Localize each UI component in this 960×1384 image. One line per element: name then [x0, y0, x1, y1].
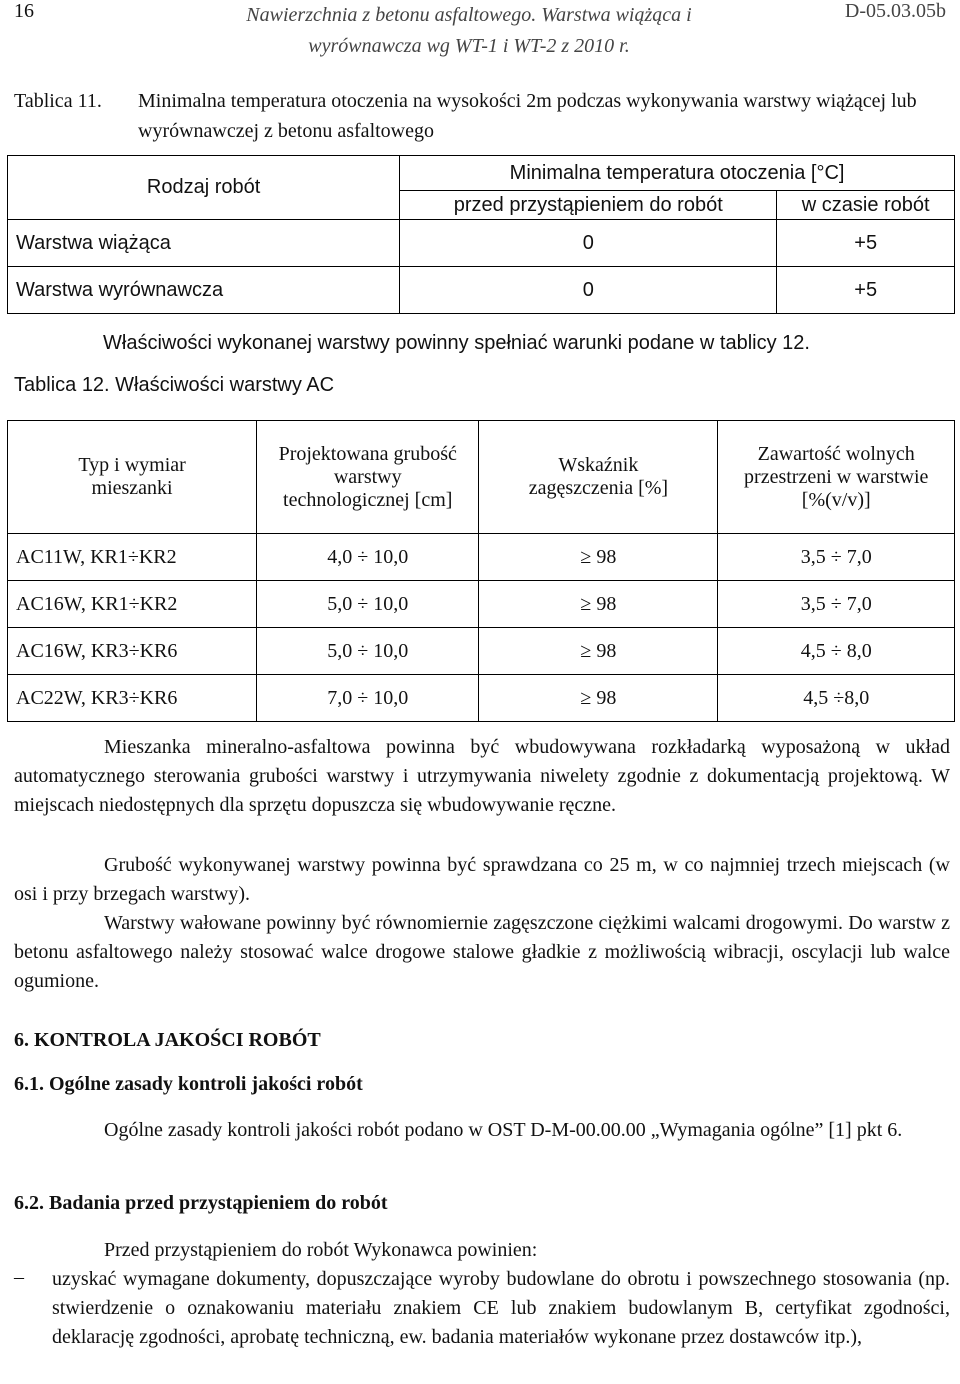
table11-caption — [14, 86, 950, 146]
running-title-line1: Nawierzchnia z betonu asfaltowego. Warstwa wiążąca i — [246, 4, 692, 26]
table-row — [8, 220, 955, 267]
table12-caption: Tablica 12. Właściwości warstwy AC — [14, 374, 335, 396]
running-title-line2: wyrównawcza wg WT-1 i WT-2 z 2010 r. — [308, 35, 630, 57]
cell-work: Warstwa wyrównawcza — [8, 267, 400, 314]
page-header — [14, 0, 950, 56]
running-title — [164, 0, 774, 62]
page-number: 16 — [14, 0, 34, 22]
paragraph-rolling: Warstwy wałowane powinny być równomiernie zagęszczone ciężkimi walcami drogowymi. Do warstw z betonu asfaltowego należy stosować walce drogowe stalowe gładkie z możliwością wibracji, oscylacji lub walce ogumione. — [14, 912, 950, 992]
table-row — [8, 581, 955, 628]
cell-thickness: 5,0 ÷ 10,0 — [257, 581, 479, 628]
subsection-heading-6-2: 6.2. Badania przed przystąpieniem do robót — [14, 1192, 388, 1214]
cell-compaction: ≥ 98 — [479, 581, 718, 628]
header-compaction: Wskaźnik zagęszczenia [%] — [479, 421, 718, 534]
cell-during: +5 — [777, 267, 955, 314]
cell-voids: 4,5 ÷ 8,0 — [718, 628, 955, 675]
cell-thickness: 4,0 ÷ 10,0 — [257, 534, 479, 581]
cell-voids: 3,5 ÷ 7,0 — [718, 534, 955, 581]
cell-type: AC16W, KR1÷KR2 — [8, 581, 257, 628]
cell-before: 0 — [400, 220, 777, 267]
table-row — [8, 628, 955, 675]
paragraph-before-work: Przed przystąpieniem do robót Wykonawca powinien: — [104, 1239, 538, 1261]
table11-label: Tablica 11. — [14, 90, 102, 112]
cell-type: AC16W, KR3÷KR6 — [8, 628, 257, 675]
header-mix-type: Typ i wymiar mieszanki — [8, 421, 257, 534]
paragraph-paving: Mieszanka mineralno-asfaltowa powinna być wbudowywana rozkładarką wyposażoną w układ automatycznego sterowania grubości warstwy i utrzymywania niwelety zgodnie z dokumentacją projektową. W miejscach niedostępnych dla sprzętu dopuszcza się wbudowywanie ręczne. — [14, 736, 950, 816]
table-row — [8, 267, 955, 314]
header-during-work: w czasie robót — [777, 191, 955, 220]
document-code: D-05.03.05b — [844, 0, 946, 22]
cell-voids: 4,5 ÷8,0 — [718, 675, 955, 722]
header-work-type: Rodzaj robót — [8, 156, 400, 220]
table11-title: Minimalna temperatura otoczenia na wysokości 2m podczas wykonywania warstwy wiążącej lub wyrównawczej z betonu asfaltowego — [138, 90, 917, 142]
cell-compaction: ≥ 98 — [479, 628, 718, 675]
properties-note: Właściwości wykonanej warstwy powinny spełniać warunki podane w tablicy 12. — [103, 332, 810, 354]
table-row — [8, 534, 955, 581]
list-item: uzyskać wymagane dokumenty, dopuszczające wyroby budowlane do obrotu i powszechnego stosowania (np. stwierdzenie o oznakowaniu materiału znakiem CE lub znakiem budowlanym B, certyfikat zgodności, deklarację zgodności, aprobatę techniczną, ew. badania materiałów wykonane przez dostawców itp.), — [52, 1268, 950, 1348]
temperature-table — [7, 155, 955, 314]
cell-before: 0 — [400, 267, 777, 314]
table-row — [8, 675, 955, 722]
cell-voids: 3,5 ÷ 7,0 — [718, 581, 955, 628]
cell-compaction: ≥ 98 — [479, 675, 718, 722]
properties-table — [7, 420, 955, 722]
header-voids: Zawartość wolnych przestrzeni w warstwie [%(v/v)] — [718, 421, 955, 534]
cell-thickness: 5,0 ÷ 10,0 — [257, 628, 479, 675]
header-before-work: przed przystąpieniem do robót — [400, 191, 777, 220]
bullet-dash: – — [14, 1266, 24, 1288]
cell-compaction: ≥ 98 — [479, 534, 718, 581]
paragraph-general-rules: Ogólne zasady kontroli jakości robót podano w OST D-M-00.00.00 „Wymagania ogólne” [1] pkt 6. — [104, 1119, 903, 1141]
cell-during: +5 — [777, 220, 955, 267]
header-min-temp: Minimalna temperatura otoczenia [°C] — [400, 156, 955, 191]
cell-type: AC11W, KR1÷KR2 — [8, 534, 257, 581]
cell-work: Warstwa wiążąca — [8, 220, 400, 267]
paragraph-thickness-check: Grubość wykonywanej warstwy powinna być sprawdzana co 25 m, w co najmniej trzech miejscach (w osi i przy brzegach warstwy). — [14, 854, 950, 905]
cell-type: AC22W, KR3÷KR6 — [8, 675, 257, 722]
subsection-heading-6-1: 6.1. Ogólne zasady kontroli jakości robót — [14, 1073, 363, 1095]
cell-thickness: 7,0 ÷ 10,0 — [257, 675, 479, 722]
section-heading: 6. KONTROLA JAKOŚCI ROBÓT — [14, 1029, 321, 1051]
header-thickness: Projektowana grubość warstwy technologicznej [cm] — [257, 421, 479, 534]
